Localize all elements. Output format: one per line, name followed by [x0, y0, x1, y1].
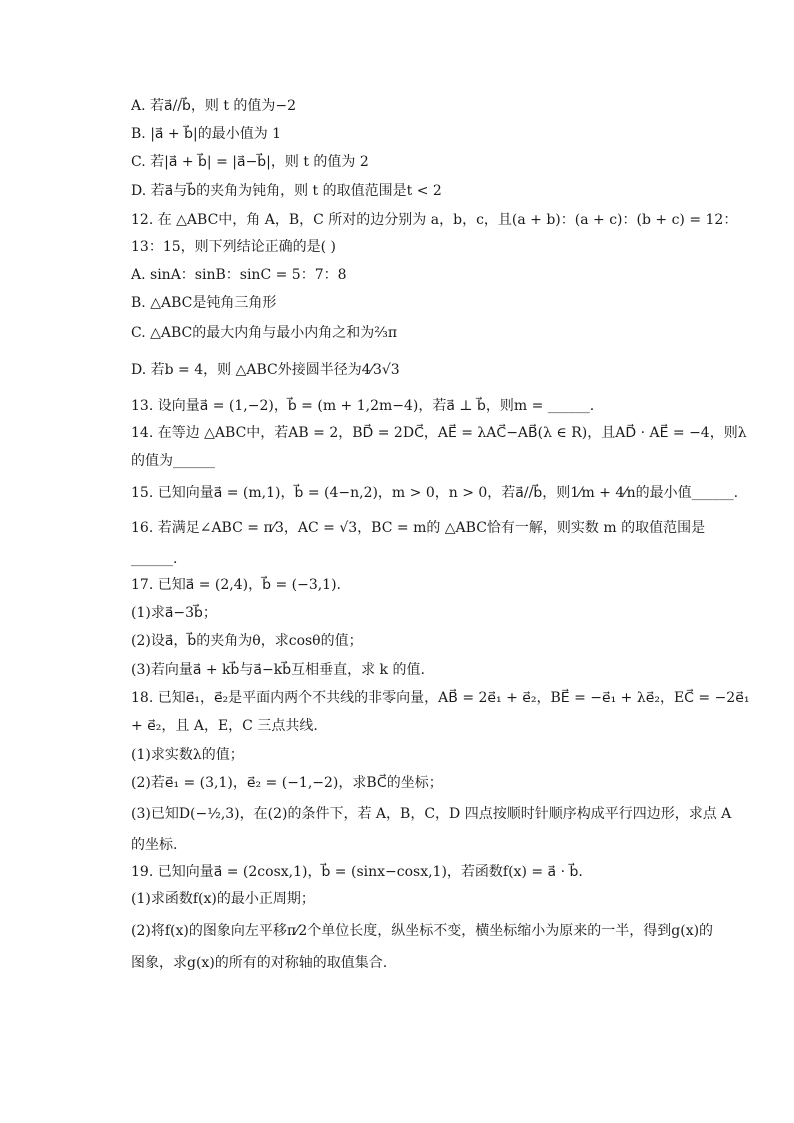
option-a-q11: A. 若a⃗//b⃗，则 t 的值为−2 — [131, 98, 297, 114]
option-b-q11: B. |a⃗ + b⃗|的最小值为 1 — [131, 126, 282, 142]
option-c-q12: C. △ABC的最大内角与最小内角之和为⅔π — [131, 325, 398, 341]
option-d-q11: D. 若a⃗与b⃗的夹角为钝角，则 t 的取值范围是t < 2 — [131, 183, 442, 199]
question-18-part-3-line-2: 的坐标. — [131, 837, 178, 853]
question-12-line-2: 13：15，则下列结论正确的是( ) — [131, 239, 337, 255]
question-16-line-1: 16. 若满足∠ABC = π⁄3，AC = √3，BC = m的 △ABC恰有一解，则实数 m 的取值范围是 — [131, 520, 706, 536]
question-18-part-3-line-1: (3)已知D(−½,3)，在(2)的条件下，若 A，B，C，D 四点按顺时针顺序构成平行四边形，求点 A — [131, 806, 732, 822]
question-18-line-1: 18. 已知e⃗₁，e⃗₂是平面内两个不共线的非零向量，AB⃗ = 2e⃗₁ + e⃗₂，BE⃗ = −e⃗₁ + λe⃗₂，EC⃗ = −2e⃗₁ — [131, 690, 750, 706]
question-12-line-1: 12. 在 △ABC中，角 A，B，C 所对的边分别为 a，b，c，且(a + b)：(a + c)：(b + c) = 12： — [131, 212, 738, 228]
question-18-part-2: (2)若e⃗₁ = (3,1)，e⃗₂ = (−1,−2)，求BC⃗的坐标； — [131, 775, 443, 791]
option-c-q11: C. 若|a⃗ + b⃗| = |a⃗−b⃗|，则 t 的值为 2 — [131, 154, 369, 170]
question-13: 13. 设向量a⃗ = (1,−2)，b⃗ = (m + 1,2m−4)，若a⃗ ⊥ b⃗，则m = ______. — [131, 398, 595, 414]
question-16-line-2: ______. — [131, 551, 178, 567]
question-14-line-2: 的值为______ — [131, 453, 215, 469]
question-17-part-3: (3)若向量a⃗ + kb⃗与a⃗−kb⃗互相垂直，求 k 的值. — [131, 662, 425, 678]
option-b-q12: B. △ABC是钝角三角形 — [131, 295, 277, 311]
question-14-line-1: 14. 在等边 △ABC中，若AB = 2，BD⃗ = 2DC⃗，AE⃗ = λAC⃗−AB⃗(λ ∈ R)，且AD⃗ · AE⃗ = −4，则λ — [131, 425, 747, 441]
question-17-part-1: (1)求a⃗−3b⃗； — [131, 605, 217, 621]
question-18-part-1: (1)求实数λ的值； — [131, 747, 244, 763]
option-a-q12: A. sinA：sinB：sinC = 5：7：8 — [131, 267, 347, 283]
question-19-part-1: (1)求函数f(x)的最小正周期； — [131, 891, 315, 907]
question-19-part-2-line-2: 图象，求g(x)的所有的对称轴的取值集合. — [131, 955, 388, 971]
question-15: 15. 已知向量a⃗ = (m,1)，b⃗ = (4−n,2)，m > 0，n > 0，若a⃗//b⃗，则1⁄m + 4⁄n的最小值______. — [131, 485, 739, 501]
question-18-line-2: + e⃗₂，且 A，E，C 三点共线. — [131, 718, 318, 734]
question-17-part-2: (2)设a⃗，b⃗的夹角为θ，求cosθ的值； — [131, 633, 363, 649]
option-d-q12: D. 若b = 4，则 △ABC外接圆半径为4⁄3√3 — [131, 362, 400, 378]
question-17: 17. 已知a⃗ = (2,4)，b⃗ = (−3,1). — [131, 577, 341, 593]
question-19: 19. 已知向量a⃗ = (2cosx,1)，b⃗ = (sinx−cosx,1)，若函数f(x) = a⃗ · b⃗. — [131, 864, 583, 880]
question-19-part-2-line-1: (2)将f(x)的图象向左平移π⁄2个单位长度，纵坐标不变，横坐标缩小为原来的一半，得到g(x)的 — [131, 923, 714, 939]
